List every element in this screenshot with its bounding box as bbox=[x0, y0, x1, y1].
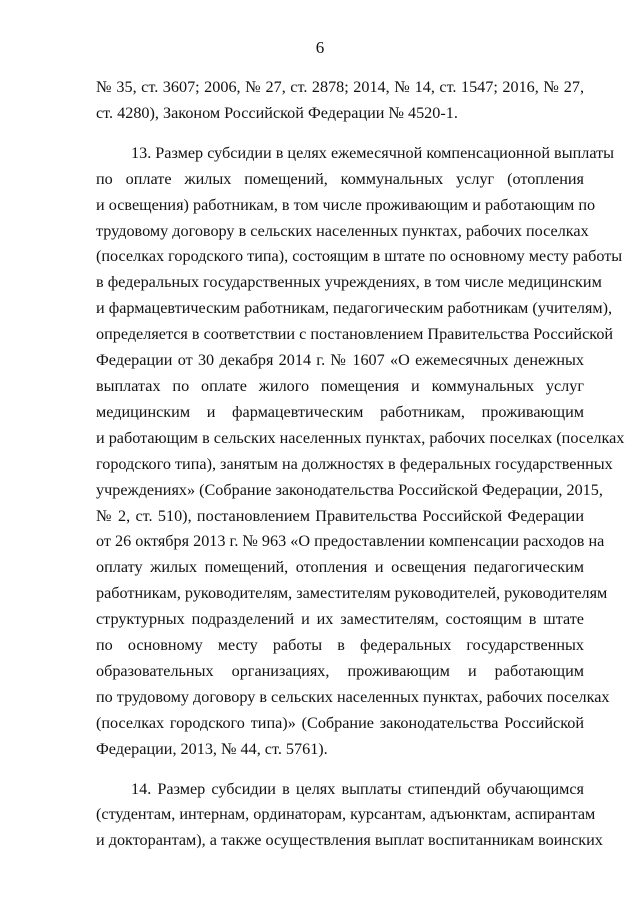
paragraph-gap bbox=[96, 763, 584, 777]
text-line: структурных подразделений и их заместителям, состоящим в штате bbox=[96, 610, 584, 629]
text-line: Федерации от 30 декабря 2014 г. № 1607 «О ежемесячных денежных bbox=[96, 351, 584, 370]
text-line: и докторантам), а также осуществления выплат воспитанникам воинских bbox=[96, 831, 603, 850]
text-line: работникам, руководителям, заместителям руководителей, руководителям bbox=[96, 584, 608, 603]
text-line: определяется в соответствии с постановлением Правительства Российской bbox=[96, 325, 614, 344]
text-line: трудовому договору в сельских населенных пунктах, рабочих поселках bbox=[96, 221, 589, 240]
page-number: 6 bbox=[315, 38, 325, 57]
text-line: учреждениях» (Собрание законодательства Российской Федерации, 2015, bbox=[96, 480, 603, 499]
text-line: (поселках городского типа), состоящим в штате по основному месту работы bbox=[96, 247, 623, 266]
text-line: (студентам, интернам, ординаторам, курсантам, адъюнктам, аспирантам bbox=[96, 805, 596, 824]
text-line: 13. Размер субсидии в целях ежемесячной компенсационной выплаты bbox=[131, 143, 615, 162]
document-body bbox=[96, 75, 625, 854]
text-line: и работающим в сельских населенных пунктах, рабочих поселках (поселках bbox=[96, 428, 625, 447]
text-line: медицинским и фармацевтическим работникам, проживающим bbox=[96, 402, 584, 421]
text-line: (поселках городского типа)» (Собрание законодательства Российской bbox=[96, 713, 584, 732]
text-line: 14. Размер субсидии в целях выплаты стипендий обучающимся bbox=[131, 779, 584, 798]
paragraph-gap bbox=[96, 127, 584, 141]
text-line: по трудовому договору в сельских населенных пунктах, рабочих поселках bbox=[96, 687, 610, 706]
text-line: оплату жилых помещений, отопления и освещения педагогическим bbox=[96, 558, 584, 577]
text-line: образовательных организациях, проживающим и работающим bbox=[96, 661, 584, 680]
text-line: ст. 4280), Законом Российской Федерации № 4520-1. bbox=[96, 103, 458, 122]
text-line: и фармацевтическим работникам, педагогическим работникам (учителям), bbox=[96, 299, 613, 318]
text-line: городского типа), занятым на должностях в федеральных государственных bbox=[96, 454, 613, 473]
text-line: № 35, ст. 3607; 2006, № 27, ст. 2878; 2014, № 14, ст. 1547; 2016, № 27, bbox=[96, 78, 584, 96]
text-line: и освещения) работникам, в том числе проживающим и работающим по bbox=[96, 195, 596, 214]
text-line: выплатах по оплате жилого помещения и коммунальных услуг bbox=[96, 376, 584, 395]
text-line: № 2, ст. 510), постановлением Правительства Российской Федерации bbox=[96, 506, 584, 525]
text-line: по основному месту работы в федеральных государственных bbox=[96, 636, 584, 655]
text-line: в федеральных государственных учреждениях, в том числе медицинским bbox=[96, 273, 602, 292]
text-line: по оплате жилых помещений, коммунальных услуг (отопления bbox=[96, 169, 584, 188]
text-line: от 26 октября 2013 г. № 963 «О предоставлении компенсации расходов на bbox=[96, 532, 605, 551]
text-line: Федерации, 2013, № 44, ст. 5761). bbox=[96, 739, 328, 758]
